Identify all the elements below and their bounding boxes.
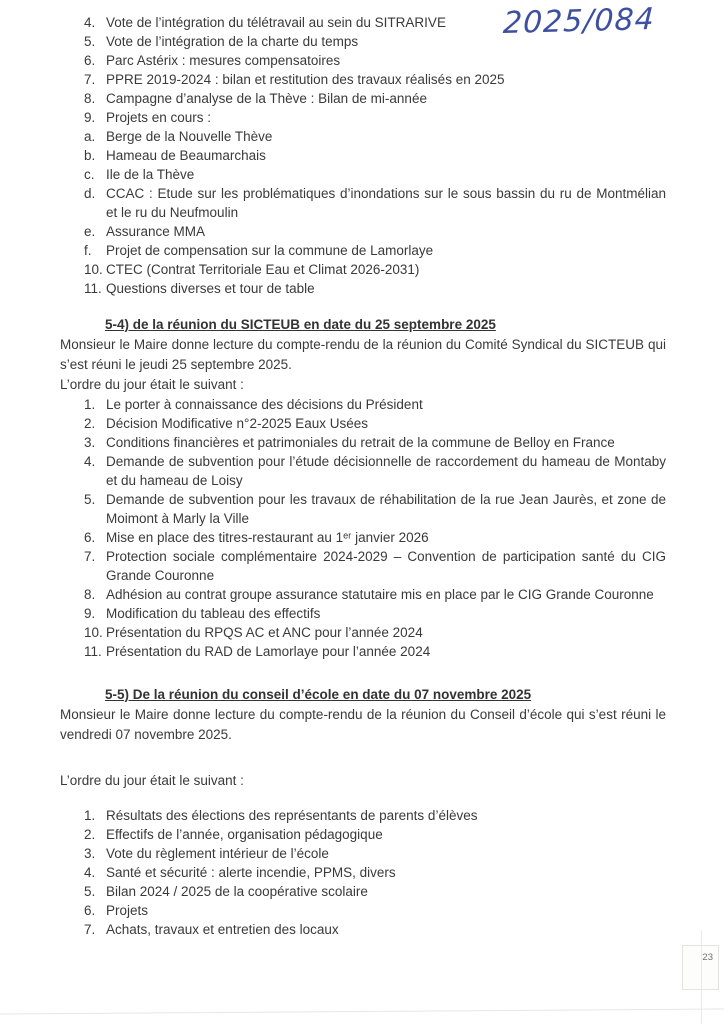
list-item-text: Parc Astérix : mesures compensatoires [106,53,341,68]
list-item [84,882,666,901]
list-item-marker: 3. [84,435,96,450]
list-item [84,108,666,127]
list-item [84,70,666,89]
list-item-marker: 8. [84,91,96,106]
list-item [84,844,666,863]
list-item [84,146,666,165]
list-item-text: Demande de subvention pour les travaux de réhabilitation de la rue Jean Jaurès, et zone de Moimont à Marly la Ville [106,492,666,526]
list-item-marker: 6. [84,903,96,918]
list-item-marker: c. [84,167,95,182]
list-item-marker: 2. [84,827,96,842]
list-item [84,585,666,604]
list-item-marker: 2. [84,416,96,431]
list-item-text: Décision Modificative n°2-2025 Eaux Usées [106,416,369,431]
list-item-text: Bilan 2024 / 2025 de la coopérative scolaire [106,884,368,899]
list-item-text: Questions diverses et tour de table [106,281,315,296]
list-item-text: Présentation du RPQS AC et ANC pour l’année 2024 [106,625,423,640]
list-item-marker: b. [84,148,96,163]
section-heading-ecole: 5-5) De la réunion du conseil d’école en date du 07 novembre 2025 [105,687,532,702]
list-item-marker: 6. [84,530,96,545]
list-item [84,260,666,279]
list-item-text: Modification du tableau des effectifs [106,606,321,621]
list-item-marker: 9. [84,110,96,125]
list-item-text: CTEC (Contrat Territoriale Eau et Climat 2026-2031) [106,262,420,277]
list-item [84,395,666,414]
list-item-text: Campagne d’analyse de la Thève : Bilan de mi-année [106,91,427,106]
list-item-marker: 3. [84,846,96,861]
list-item [84,806,666,825]
list-item-marker: 4. [84,865,96,880]
section-ecole [60,685,666,939]
list-item-marker: 6. [84,53,96,68]
list-item-text: Projet de compensation sur la commune de Lamorlaye [106,243,434,258]
list-item [84,623,666,642]
list-item [84,127,666,146]
list-item-text: Demande de subvention pour l’étude décisionnelle de raccordement du hameau de Montaby et du hameau de Loisy [106,454,666,488]
list-item-text: Résultats des élections des représentants de parents d’élèves [106,808,478,823]
list-item [84,433,666,452]
list-item [84,184,666,222]
list-item-text: Effectifs de l’année, organisation pédagogique [106,827,383,842]
list-item-marker: 7. [84,922,96,937]
ecole-agenda-intro: L’ordre du jour était le suivant : [60,773,244,788]
list-item-marker: 5. [84,34,96,49]
list-item-marker: 7. [84,72,96,87]
list-item-marker: 5. [84,492,96,507]
list-item-marker: 10. [84,262,103,277]
list-item-text: Conditions financières et patrimoniales du retrait de la commune de Belloy en France [106,435,615,450]
list-item-marker: 1. [84,808,96,823]
list-item [84,490,666,528]
list-item-marker: f. [84,243,92,258]
list-item-marker: a. [84,129,96,144]
list-item [84,920,666,939]
list-item [84,642,666,661]
scan-artifact-right-edge [701,930,702,1024]
list-item [84,452,666,490]
list-item-text: Protection sociale complémentaire 2024-2029 – Convention de participation santé du CIG Grande Couronne [106,549,666,583]
list-item [84,528,666,547]
ecole-agenda-list [60,806,666,939]
list-item [84,414,666,433]
sicteub-agenda-list [60,395,666,661]
list-item-text: Berge de la Nouvelle Thève [106,129,273,144]
list-item-text: Vote de l’intégration du télétravail au sein du SITRARIVE [106,15,446,30]
section-sicteub [60,315,666,661]
list-item [84,51,666,70]
list-item-marker: 1. [84,397,96,412]
list-item-text: Présentation du RAD de Lamorlaye pour l’année 2024 [106,644,431,659]
list-item-text: CCAC : Etude sur les problématiques d’inondations sur le sous bassin du ru de Montmélian et le ru du Neufmoulin [106,186,666,220]
list-item [84,89,666,108]
list-item [84,901,666,920]
list-item [84,165,666,184]
list-item-marker: d. [84,186,96,201]
list-item [84,241,666,260]
list-item-text: Projets [106,903,149,918]
list-item-text: Projets en cours : [106,110,212,125]
list-item [84,222,666,241]
list-item-marker: 8. [84,587,96,602]
list-item [84,825,666,844]
list-item-marker: e. [84,224,96,239]
agenda-list-continuation [60,13,666,298]
list-item-marker: 11. [84,644,102,659]
page-number: 23 [702,952,713,963]
list-item [84,863,666,882]
list-item-marker: 4. [84,454,96,469]
list-item-marker: 10. [84,625,103,640]
list-item-marker: 11. [84,281,102,296]
sicteub-agenda-intro: L’ordre du jour était le suivant : [60,377,244,392]
list-item [84,279,666,298]
list-item [84,604,666,623]
list-item-marker: 5. [84,884,96,899]
list-item-text: Assurance MMA [106,224,206,239]
section-heading-sicteub: 5-4) de la réunion du SICTEUB en date du 25 septembre 2025 [105,317,496,332]
ecole-paragraph: Monsieur le Maire donne lecture du compte-rendu de la réunion du Conseil d’école qui s’est réuni le vendredi 07 novembre 2025. [60,707,666,742]
list-item-marker: 7. [84,549,96,564]
list-item-text: Adhésion au contrat groupe assurance statutaire mis en place par le CIG Grande Couronne [106,587,654,602]
handwritten-reference: 2025/084 [502,1,656,42]
list-item-marker: 4. [84,15,96,30]
list-item-text: Vote de l’intégration de la charte du temps [106,34,359,49]
list-item [84,547,666,585]
list-item-text: Vote du règlement intérieur de l’école [106,846,329,861]
list-item-text: Hameau de Beaumarchais [106,148,266,163]
list-item-text: Achats, travaux et entretien des locaux [106,922,339,937]
list-item-text: PPRE 2019-2024 : bilan et restitution des travaux réalisés en 2025 [106,72,505,87]
list-item-text: Ile de la Thève [106,167,195,182]
sicteub-paragraph: Monsieur le Maire donne lecture du compte-rendu de la réunion du Comité Syndical du SICTEUB qui s’est réuni le jeudi 25 septembre 2025. [60,337,666,372]
list-item-text: Santé et sécurité : alerte incendie, PPMS, divers [106,865,396,880]
list-item-text: Le porter à connaissance des décisions du Président [106,397,423,412]
list-item-marker: 9. [84,606,96,621]
list-item-text: Mise en place des titres-restaurant au 1ᵉʳ janvier 2026 [106,530,429,545]
